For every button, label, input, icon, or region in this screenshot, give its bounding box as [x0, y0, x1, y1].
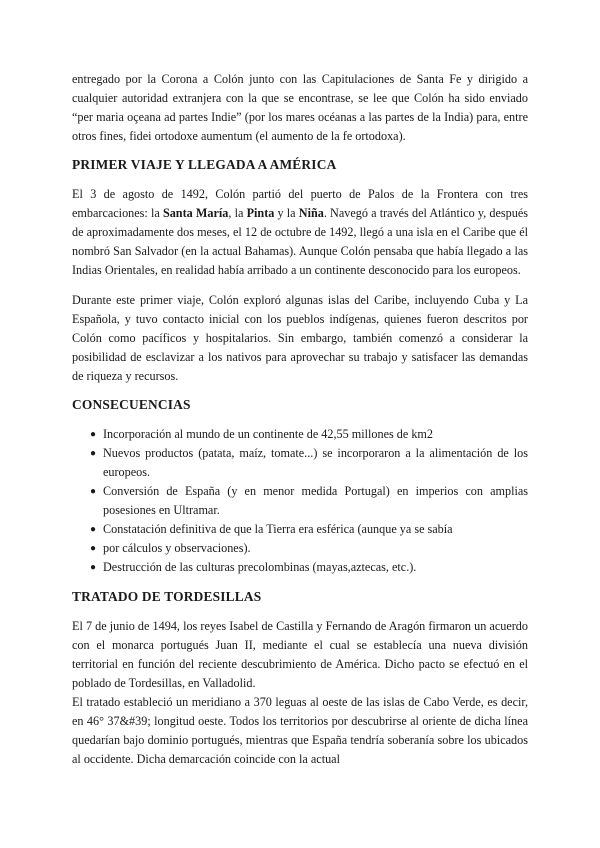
ship-name-nina: Niña: [298, 206, 324, 220]
text-run: y la: [274, 206, 299, 220]
list-item-text: Incorporación al mundo de un continente de 42,55 millones de km2: [103, 427, 433, 441]
list-item-text: Constatación definitiva de que la Tierra era esférica (aunque ya se sabía: [103, 522, 453, 536]
bullet-icon: ●: [90, 448, 97, 459]
list-item-text: Conversión de España (y en menor medida Portugal) en imperios con amplias posesiones en Ultramar.: [103, 484, 528, 517]
list-item: [72, 444, 528, 482]
section-heading-treaty: TRATADO DE TORDESILLAS: [72, 589, 262, 604]
list-item: [72, 520, 528, 539]
list-item: [72, 425, 528, 444]
text-run: El 3 de agosto de 1492, Colón partió del puerto de Palos de la Frontera con tres embarcaciones: la: [72, 187, 528, 220]
text-run: , la: [228, 206, 247, 220]
list-item-text: Nuevos productos (patata, maíz, tomate...) se incorporaron a la alimentación de los europeos.: [103, 446, 528, 479]
bullet-icon: ●: [90, 524, 97, 535]
list-item: [72, 539, 528, 558]
list-item-text: por cálculos y observaciones).: [103, 541, 251, 555]
section-heading-voyage: PRIMER VIAJE Y LLEGADA A AMÉRICA: [72, 157, 337, 172]
ship-name-santa-maria: Santa María: [162, 206, 229, 220]
voyage-paragraph-1: [72, 185, 528, 280]
intro-paragraph: entregado por la Corona a Colón junto con las Capitulaciones de Santa Fe y dirigido a cualquier autoridad extranjera con la que se encontrase, se lee que Colón ha sido enviado “per maria oçeana ad partes Indie” (por los mares océanas a las partes de la India) para, entre otros fines, fidei ortodoxe aumentum (el aumento de la fe ortodoxa).: [72, 72, 528, 143]
text-run: . Navegó a través del Atlántico y, después de aproximadamente dos meses, el 12 de octubre de 1492, llegó a una isla en el Caribe que él nombró San Salvador (en la actual Bahamas). Aunque Colón pensaba que había llegado a las Indias Orientales, en realidad había arribado a un continente desconocido para los europeos.: [72, 206, 528, 277]
section-heading-consequences: CONSECUENCIAS: [72, 397, 191, 412]
bullet-icon: ●: [90, 486, 97, 497]
bullet-icon: ●: [90, 429, 97, 440]
consequences-list: [72, 425, 528, 577]
bullet-icon: ●: [90, 543, 97, 554]
ship-name-pinta: Pinta: [246, 206, 275, 220]
treaty-paragraph-2: El tratado estableció un meridiano a 370 leguas al oeste de las islas de Cabo Verde, es decir, en 46° 37&#39; longitud oeste. Todos los territorios por descubrirse al oriente de dicha línea quedarían bajo dominio portugués, mientras que España tendría soberanía sobre los ubicados al occidente. Dicha demarcación coincide con la actual: [72, 695, 528, 766]
list-item-text: Destrucción de las culturas precolombinas (mayas,aztecas, etc.).: [103, 560, 417, 574]
list-item: [72, 482, 528, 520]
treaty-paragraph-1: El 7 de junio de 1494, los reyes Isabel de Castilla y Fernando de Aragón firmaron un acuerdo con el monarca portugués Juan II, mediante el cual se establecía una nueva división territorial en función del reciente descubrimiento de América. Dicho pacto se efectuó en el poblado de Tordesillas, en Valladolid.: [72, 619, 528, 690]
voyage-paragraph-2: Durante este primer viaje, Colón exploró algunas islas del Caribe, incluyendo Cuba y La Española, y tuvo contacto inicial con los pueblos indígenas, quienes fueron descritos por Colón como pacíficos y hospitalarios. Sin embargo, también comenzó a considerar la posibilidad de esclavizar a los nativos para aprovechar su trabajo y satisfacer las demandas de riqueza y recursos.: [72, 293, 528, 383]
bullet-icon: ●: [90, 562, 97, 573]
list-item: [72, 558, 528, 577]
